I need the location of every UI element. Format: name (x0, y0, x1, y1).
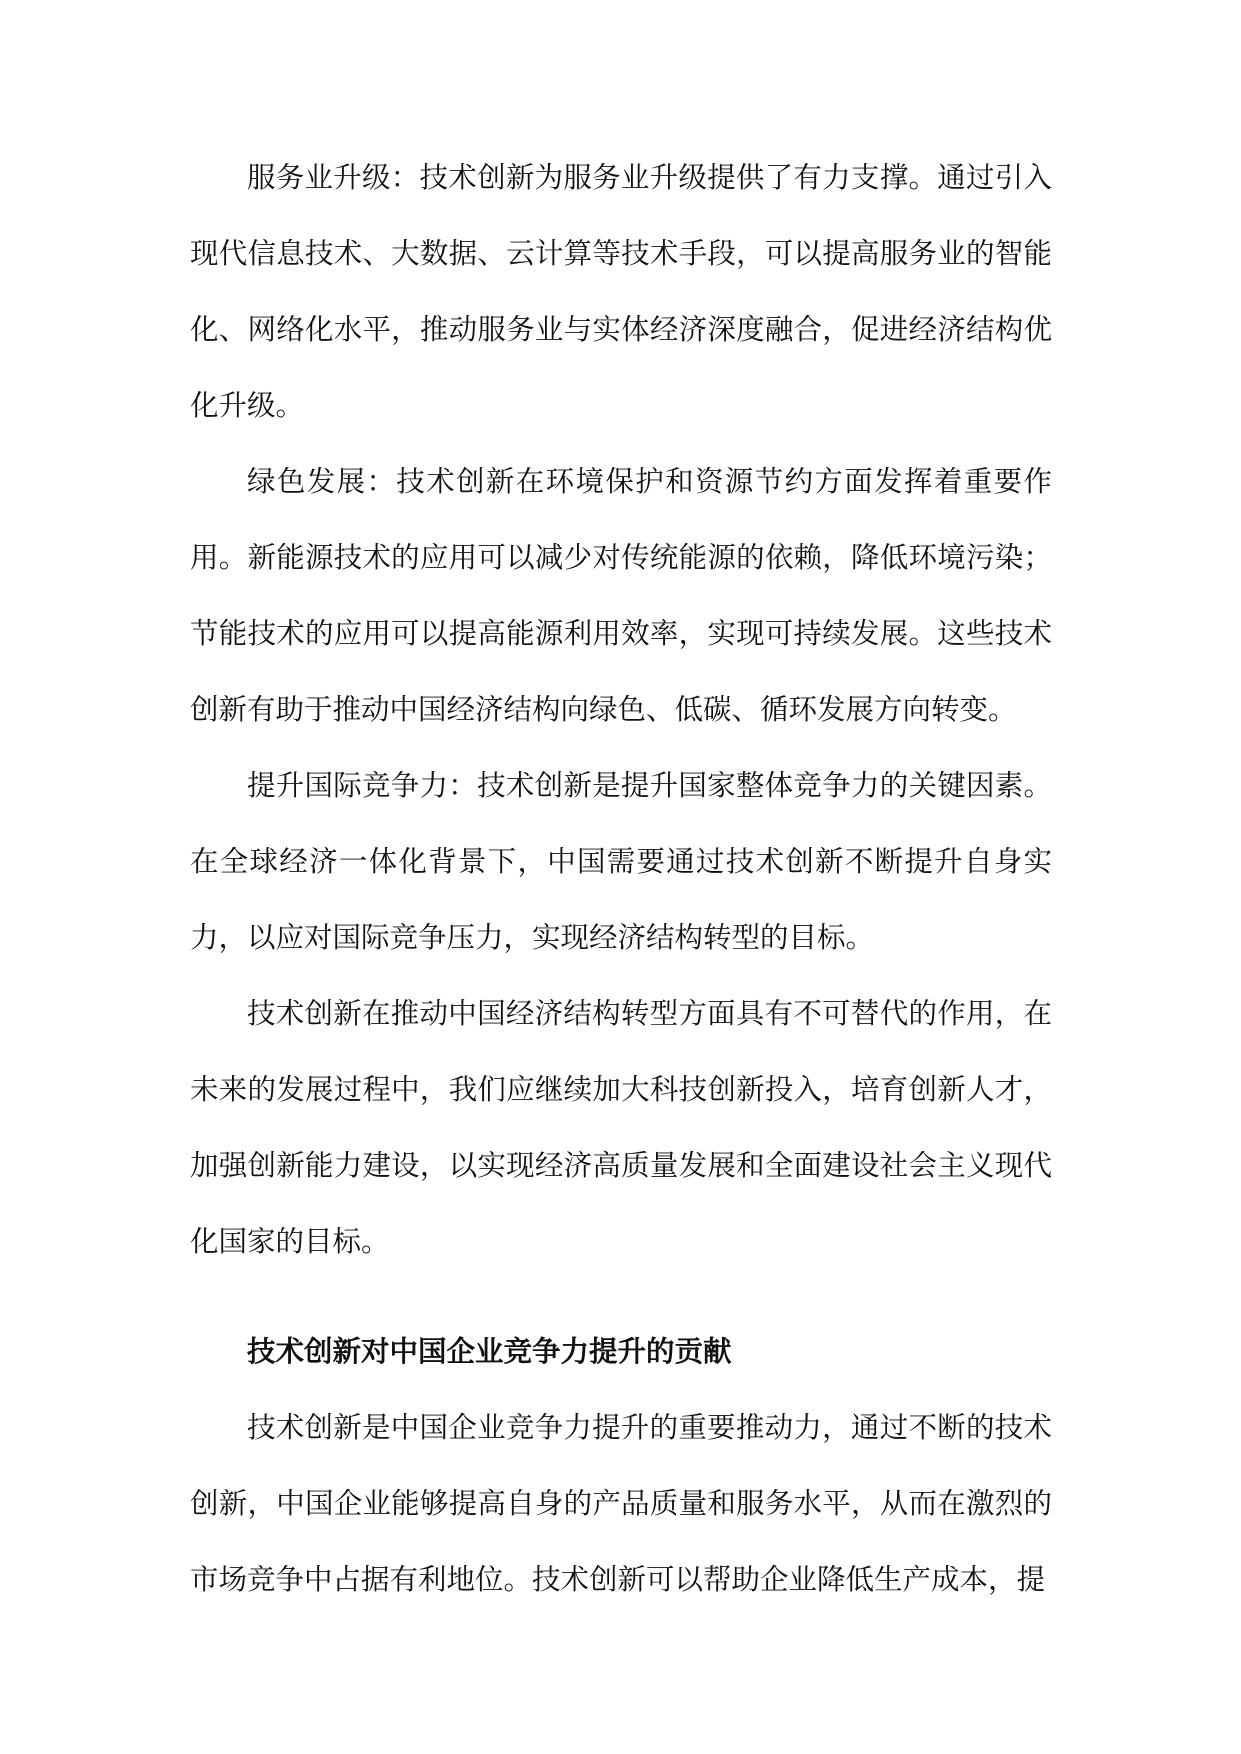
paragraph-enterprise-competitiveness: 技术创新是中国企业竞争力提升的重要推动力，通过不断的技术创新，中国企业能够提高自身的产品质量和服务水平，从而在激烈的市场竞争中占据有利地位。技术创新可以帮助企业降低生产成本，提 (190, 1411, 1052, 1596)
document-body (190, 140, 1052, 1618)
paragraph-international-competitiveness: 提升国际竞争力：技术创新是提升国家整体竞争力的关键因素。在全球经济一体化背景下，中国需要通过技术创新不断提升自身实力，以应对国际竞争压力，实现经济结构转型的目标。 (190, 769, 1052, 954)
paragraph-service-upgrade: 服务业升级：技术创新为服务业升级提供了有力支撑。通过引入现代信息技术、大数据、云计算等技术手段，可以提高服务业的智能化、网络化水平，推动服务业与实体经济深度融合，促进经济结构优化升级。 (190, 161, 1052, 422)
section-heading: 技术创新对中国企业竞争力提升的贡献 (247, 1335, 732, 1368)
paragraph-green-development: 绿色发展：技术创新在环境保护和资源节约方面发挥着重要作用。新能源技术的应用可以减少对传统能源的依赖，降低环境污染；节能技术的应用可以提高能源利用效率，实现可持续发展。这些技术创新有助于推动中国经济结构向绿色、低碳、循环发展方向转变。 (190, 465, 1052, 726)
paragraph-conclusion: 技术创新在推动中国经济结构转型方面具有不可替代的作用，在未来的发展过程中，我们应继续加大科技创新投入，培育创新人才，加强创新能力建设，以实现经济高质量发展和全面建设社会主义现代化国家的目标。 (190, 997, 1052, 1258)
